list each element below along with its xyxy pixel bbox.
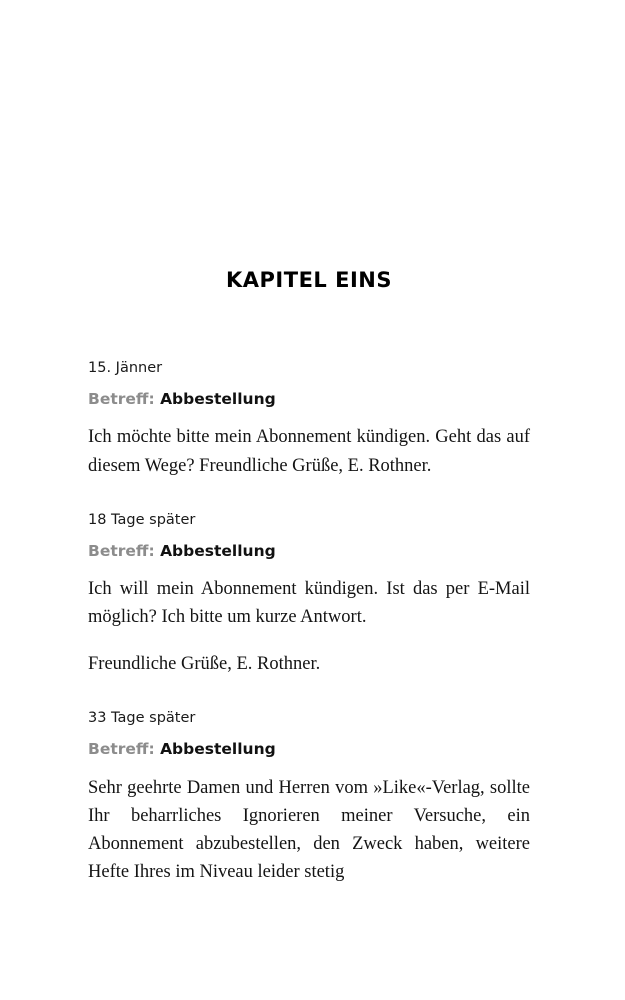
entry-date: 15. Jänner (88, 360, 163, 376)
entry-date: 18 Tage später (88, 511, 196, 528)
subject-label: Betreff: (88, 740, 155, 759)
letter-entry (88, 358, 530, 480)
entry-paragraph: Ich möchte bitte mein Abonnement kündigen. Geht das auf diesem Wege? Freundliche Grüße, E. Rothner. (88, 427, 530, 476)
page-content (88, 0, 530, 904)
chapter-title: KAPITEL EINS (226, 268, 392, 292)
entry-paragraph: Ich will mein Abonnement kündigen. Ist das per E-Mail möglich? Ich bitte um kurze Antwort. (88, 579, 530, 628)
entry-subject (88, 738, 530, 760)
subject-value: Abbestellung (160, 390, 276, 409)
entry-paragraph: Freundliche Grüße, E. Rothner. (88, 653, 321, 674)
entry-paragraph: Sehr geehrte Damen und Herren vom »Like«-Verlag, sollte Ihr beharrliches Ignorieren meiner Versuche, ein Abonnement abzubestellen, den Zweck haben, weitere Hefte Ihres im Niveau leider stetig (88, 777, 530, 882)
entry-subject (88, 540, 530, 562)
letter-entry (88, 510, 530, 678)
entry-date: 33 Tage später (88, 710, 196, 727)
subject-value: Abbestellung (160, 740, 276, 759)
subject-label: Betreff: (88, 541, 155, 560)
entry-subject (88, 388, 530, 410)
subject-label: Betreff: (88, 390, 155, 409)
subject-value: Abbestellung (160, 541, 276, 560)
letter-entry (88, 708, 530, 886)
